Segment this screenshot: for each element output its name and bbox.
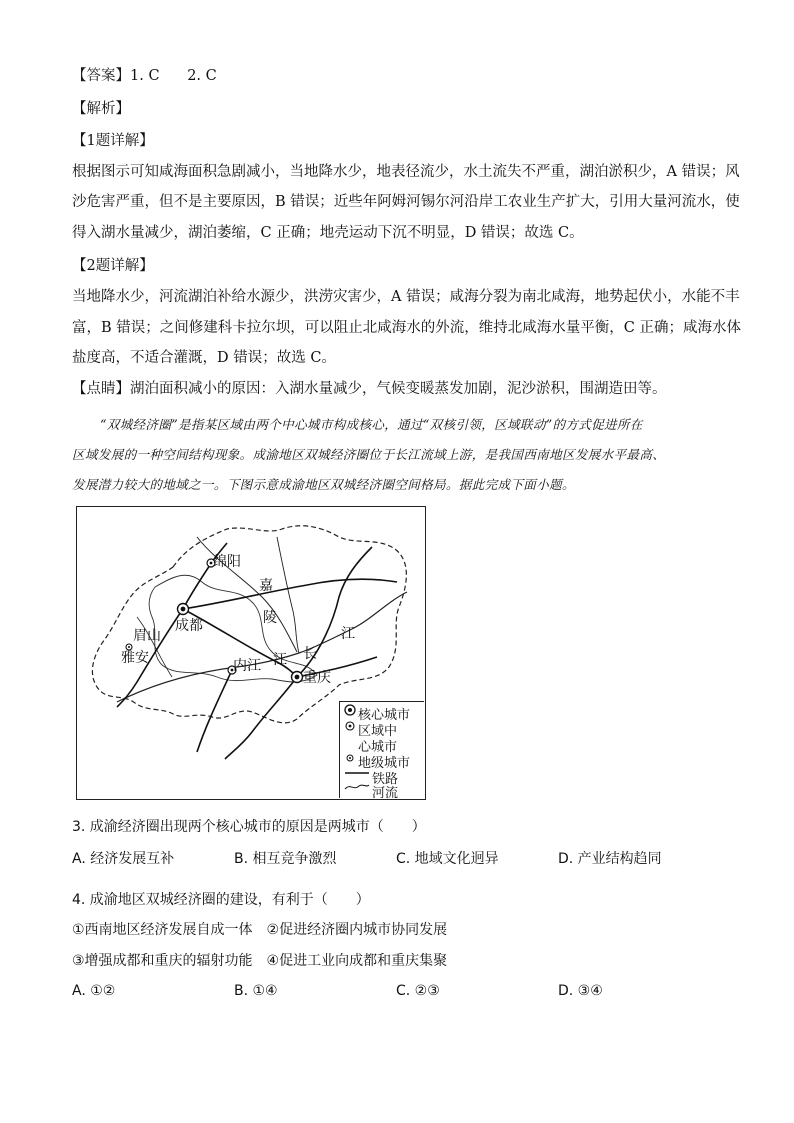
analysis-label: 【解析】 bbox=[72, 101, 130, 117]
tip-line bbox=[72, 379, 722, 399]
map-legend bbox=[339, 701, 424, 801]
answer-line bbox=[72, 66, 722, 86]
answer-text: 1. C 2. C bbox=[130, 68, 217, 84]
tip-label: 【点睛】 bbox=[72, 381, 130, 397]
railway-neijiang-south bbox=[197, 670, 232, 752]
label-jiang-1: 江 bbox=[273, 652, 287, 668]
story-line-1: “双城经济圈”是指某区域由两个中心城市构成核心，通过“双核引领，区域联动”的方式促进所在 bbox=[100, 417, 643, 432]
q2-detail-line-2: 富，B 错误；之间修建科卡拉尔坝，可以阻止北咸海水的外流，维持北咸海水量平衡，C 正确；咸海水体 bbox=[72, 320, 741, 336]
core-city-chengdu-marker bbox=[178, 604, 189, 615]
river-jialing-2 bbox=[277, 537, 299, 653]
q4-option-b[interactable]: B. ①④ bbox=[234, 983, 278, 999]
q4-option-a[interactable]: A. ①② bbox=[72, 983, 116, 999]
label-chang: 长 bbox=[303, 646, 317, 662]
core-city-chongqing-marker bbox=[292, 672, 303, 683]
answer-label: 【答案】 bbox=[72, 68, 130, 84]
q3-option-a[interactable]: A. 经济发展互补 bbox=[72, 851, 175, 867]
q4-statement-line-2: ③增强成都和重庆的辐射功能 ④促进工业向成都和重庆集聚 bbox=[72, 953, 448, 969]
q1-detail-line-1: 根据图示可知咸海面积急剧减小，当地降水少，地表径流少，水土流失不严重，湖泊淤积少，A 错误；风 bbox=[72, 164, 740, 180]
legend-railway: 铁路 bbox=[372, 772, 399, 787]
label-chengdu: 成都 bbox=[175, 618, 203, 634]
q2-detail-line-3: 盐度高，不适合灌溉，D 错误；故选 C。 bbox=[72, 350, 336, 366]
q3-option-c[interactable]: C. 地域文化迥异 bbox=[396, 851, 499, 867]
q1-detail-line-3: 得入湖水量减少，湖泊萎缩，C 正确；地壳运动下沉不明显，D 错误；故选 C。 bbox=[72, 225, 584, 241]
river-changjiang bbox=[117, 592, 407, 702]
label-neijiang: 内江 bbox=[233, 658, 261, 674]
label-jia: 嘉 bbox=[259, 578, 273, 594]
q4-option-c[interactable]: C. ②③ bbox=[396, 983, 440, 999]
legend-regional-center: 区域中 bbox=[344, 720, 397, 736]
story-line-3: 发展潜力较大的地域之一。下图示意成渝地区双城经济圈空间格局。据此完成下面小题。 bbox=[72, 477, 575, 492]
label-jiang-2: 江 bbox=[341, 626, 355, 642]
q4-options bbox=[72, 983, 722, 1005]
label-yaan: 雅安 bbox=[121, 650, 149, 666]
q3-option-b[interactable]: B. 相互竞争激烈 bbox=[234, 851, 337, 867]
q4-statement-line-1: ①西南地区经济发展自成一体 ②促进经济圈内城市协同发展 bbox=[72, 922, 448, 938]
q4-stem: 4. 成渝地区双城经济圈的建设，有利于（ ） bbox=[72, 892, 370, 908]
tip-text: 湖泊面积减小的原因：入湖水量减少，气候变暖蒸发加剧，泥沙淤积，围湖造田等。 bbox=[130, 381, 667, 397]
story-line-2: 区域发展的一种空间结构现象。成渝地区双城经济圈位于长江流域上游，是我国西南地区发展水平最高、 bbox=[72, 447, 666, 462]
label-chongqing: 重庆 bbox=[303, 670, 331, 686]
label-mianyang: 绵阳 bbox=[213, 554, 241, 570]
railway-chengdu-east bbox=[183, 579, 397, 609]
q1-detail-line-2: 沙危害严重，但不是主要原因，B 错误；近些年阿姆河锡尔河沿岸工农业生产扩大，引用大量河流水，使 bbox=[72, 194, 740, 210]
q3-options bbox=[72, 848, 722, 870]
q4-option-d[interactable]: D. ③④ bbox=[558, 983, 603, 999]
q3-stem: 3. 成渝经济圈出现两个核心城市的原因是两城市（ ） bbox=[72, 819, 426, 835]
q3-option-d[interactable]: D. 产业结构趋同 bbox=[558, 851, 662, 867]
q1-detail-label: 【1题详解】 bbox=[72, 133, 154, 149]
legend-river: 河流 bbox=[344, 782, 398, 798]
legend-core-city: 核心城市 bbox=[344, 704, 410, 720]
chengyu-map bbox=[76, 506, 426, 800]
label-meishan: 眉山 bbox=[133, 628, 161, 644]
q2-detail-label: 【2题详解】 bbox=[72, 258, 154, 274]
legend-prefecture-city: 地级城市 bbox=[344, 752, 410, 768]
legend-regional-center-2: 心城市 bbox=[358, 740, 398, 755]
river-jialing bbox=[197, 537, 297, 652]
q2-detail-line-1: 当地降水少，河流湖泊补给水源少，洪涝灾害少，A 错误；咸海分裂为南北咸海，地势起伏小，水能不丰 bbox=[72, 289, 740, 305]
railway-chongqing-south bbox=[225, 677, 297, 759]
label-ling: 陵 bbox=[263, 610, 277, 626]
